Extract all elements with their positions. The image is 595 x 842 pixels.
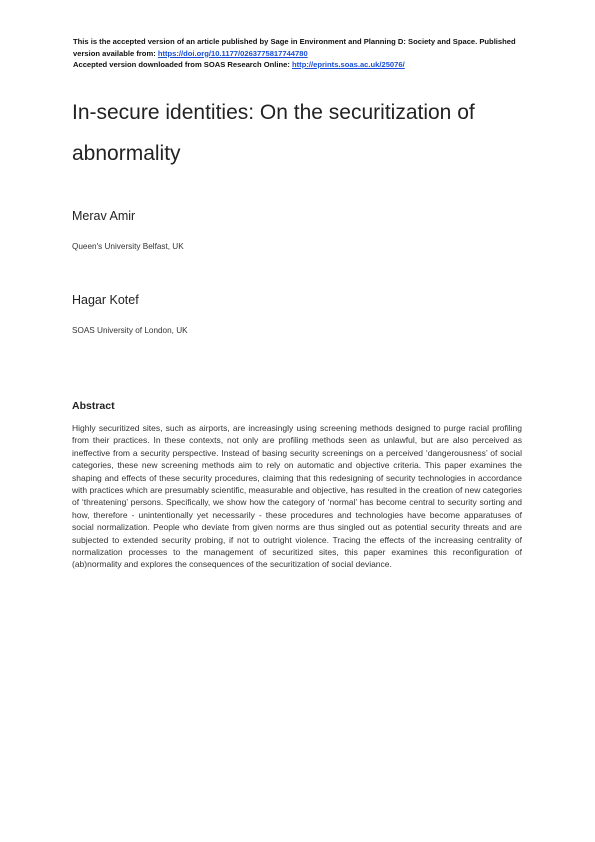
paper-title: In-secure identities: On the securitization of abnormality — [72, 101, 475, 165]
author-affiliation-1: Queen's University Belfast, UK — [72, 242, 184, 251]
author-name-1: Merav Amir — [72, 209, 136, 223]
notice-text-1: This is the accepted version of an article published by Sage in Environment and Planning D: Society and Space. Published version available from: — [73, 37, 516, 58]
abstract-text: Highly securitized sites, such as airports, are increasingly using screening methods designed to purge racial profiling from their practices. In these contexts, not only are profiling methods seen as unlawful, but are also perceived as ineffective from a security perspective. Instead of basing security screenings on a perceived ‘dangerousness’ of social categories, these new screening methods aim to rely on automatic and objective criteria. This paper examines the shaping and effects of these security procedures, claiming that this redesigning of security technologies in accordance with practices which are presumably scientific, measurable and objective, has resulted in the creation of new categories of ‘threatening’ persons. Specifically, we show how the category of ‘normal’ has become central to security sorting and how, therefore - unintentionally yet necessarily - these procedures and technologies have become apparatuses of social normalization. People who deviate from given norms are thus singled out as potential security threats and are subjected to extended security probing, if not to outright violence. Tracing the effects of the increasing centrality of normalization processes to the management of securitized sites, this paper examines this reconfiguration of (ab)normality and explores the consequences of the securitization of social deviance. — [72, 423, 522, 570]
author-name-2: Hagar Kotef — [72, 293, 139, 307]
doi-link[interactable]: https://doi.org/10.1177/0263775817744780 — [157, 48, 308, 58]
publication-notice — [73, 36, 523, 71]
soas-link[interactable]: http://eprints.soas.ac.uk/25076/ — [292, 60, 405, 69]
author-affiliation-2: SOAS University of London, UK — [72, 326, 188, 335]
abstract-heading: Abstract — [72, 400, 115, 412]
notice-text-2: Accepted version downloaded from SOAS Research Online: — [73, 60, 293, 69]
